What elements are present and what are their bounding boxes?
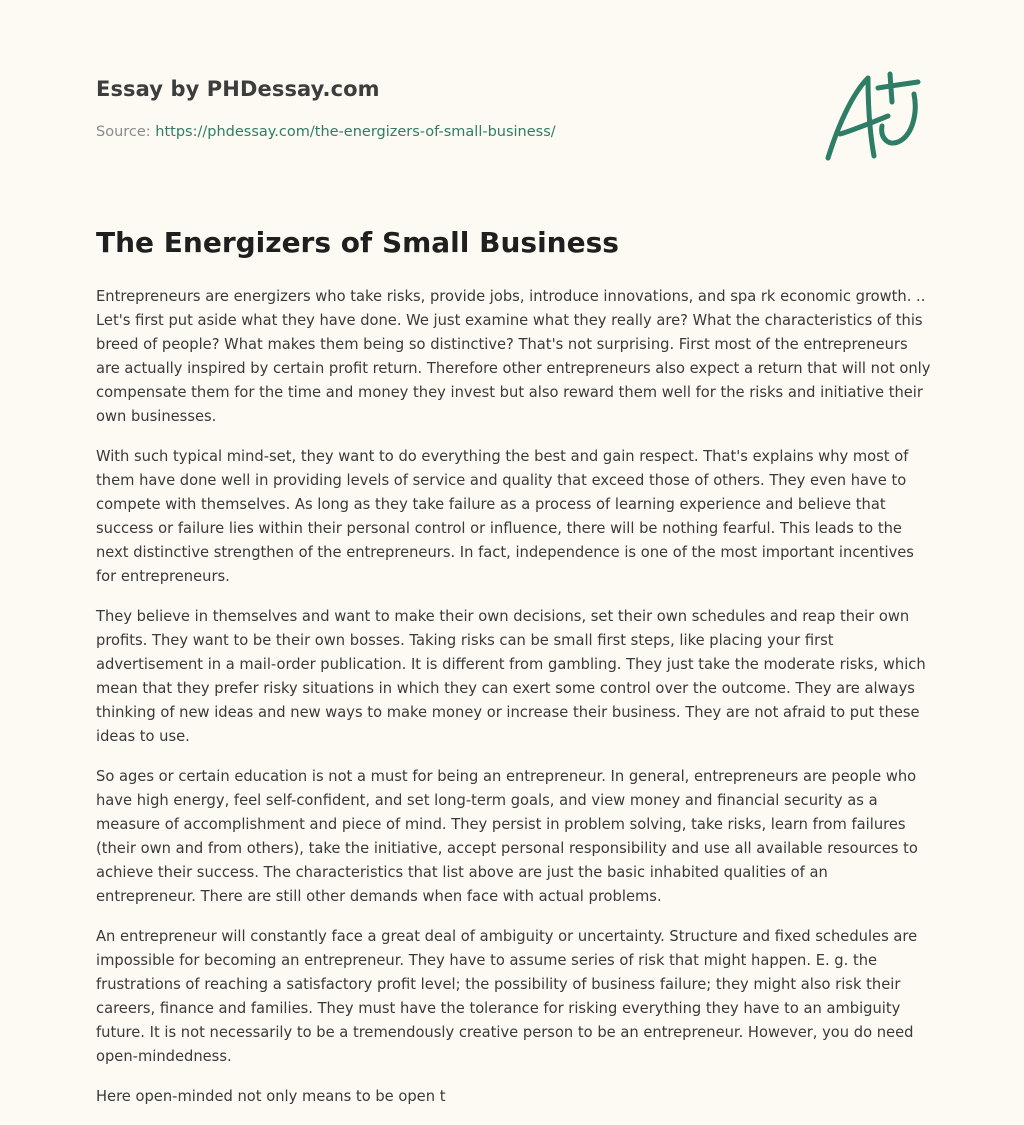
essay-body xyxy=(96,285,932,1125)
essay-paragraph: Entrepreneurs are energizers who take risks, provide jobs, introduce innovations, and spa rk economic growth. .. Let's first put aside what they have done. We just examine what they really are? What the characteristics of this breed of people? What makes them being so distinctive? That's not surprising. First most of the entrepreneurs are actually inspired by certain profit return. Therefore other entrepreneurs also expect a return that will not only compensate them for the time and money they invest but also reward them well for the risks and initiative their own businesses. xyxy=(96,288,931,425)
site-brand: Essay by PHDessay.com xyxy=(96,77,380,101)
a-plus-logo-icon xyxy=(818,64,928,164)
source-line xyxy=(96,124,556,140)
essay-paragraph: With such typical mind-set, they want to do everything the best and gain respect. That's explains why most of them have done well in providing levels of service and quality that exceed those of others. They even have to compete with themselves. As long as they take failure as a process of learning experience and believe that success or failure lies within their personal control or influence, there will be nothing fearful. This leads to the next distinctive strengthen of the entrepreneurs. In fact, independence is one of the most important incentives for entrepreneurs. xyxy=(96,448,914,585)
essay-title: The Energizers of Small Business xyxy=(96,226,619,259)
essay-paragraph: An entrepreneur will constantly face a great deal of ambiguity or uncertainty. Structure and fixed schedules are impossible for becoming an entrepreneur. They have to assume series of risk that might happen. E. g. the frustrations of reaching a satisfactory profit level; the possibility of business failure; they might also risk their careers, finance and families. They must have the tolerance for risking everything they have to an ambiguity future. It is not necessarily to be a tremendously creative person to be an entrepreneur. However, you do need open-mindedness. xyxy=(96,928,918,1065)
essay-paragraph: They believe in themselves and want to make their own decisions, set their own schedules and reap their own profits. They want to be their own bosses. Taking risks can be small first steps, like placing your first advertisement in a mail-order publication. It is different from gambling. They just take the moderate risks, which mean that they prefer risky situations in which they can exert some control over the outcome. They are always thinking of new ideas and new ways to make money or increase their business. They are not afraid to put these ideas to use. xyxy=(96,608,926,745)
source-link[interactable]: https://phdessay.com/the-energizers-of-small-business/ xyxy=(155,124,556,140)
source-label: Source: xyxy=(96,124,151,140)
essay-paragraph: So ages or certain education is not a must for being an entrepreneur. In general, entrepreneurs are people who have high energy, feel self-confident, and set long-term goals, and view money and financial security as a measure of accomplishment and piece of mind. They persist in problem solving, take risks, learn from failures (their own and from others), take the initiative, accept personal responsibility and use all available resources to achieve their success. The characteristics that list above are just the basic inhabited qualities of an entrepreneur. There are still other demands when face with actual problems. xyxy=(96,768,918,905)
essay-paragraph: Here open-minded not only means to be open t xyxy=(96,1088,446,1105)
